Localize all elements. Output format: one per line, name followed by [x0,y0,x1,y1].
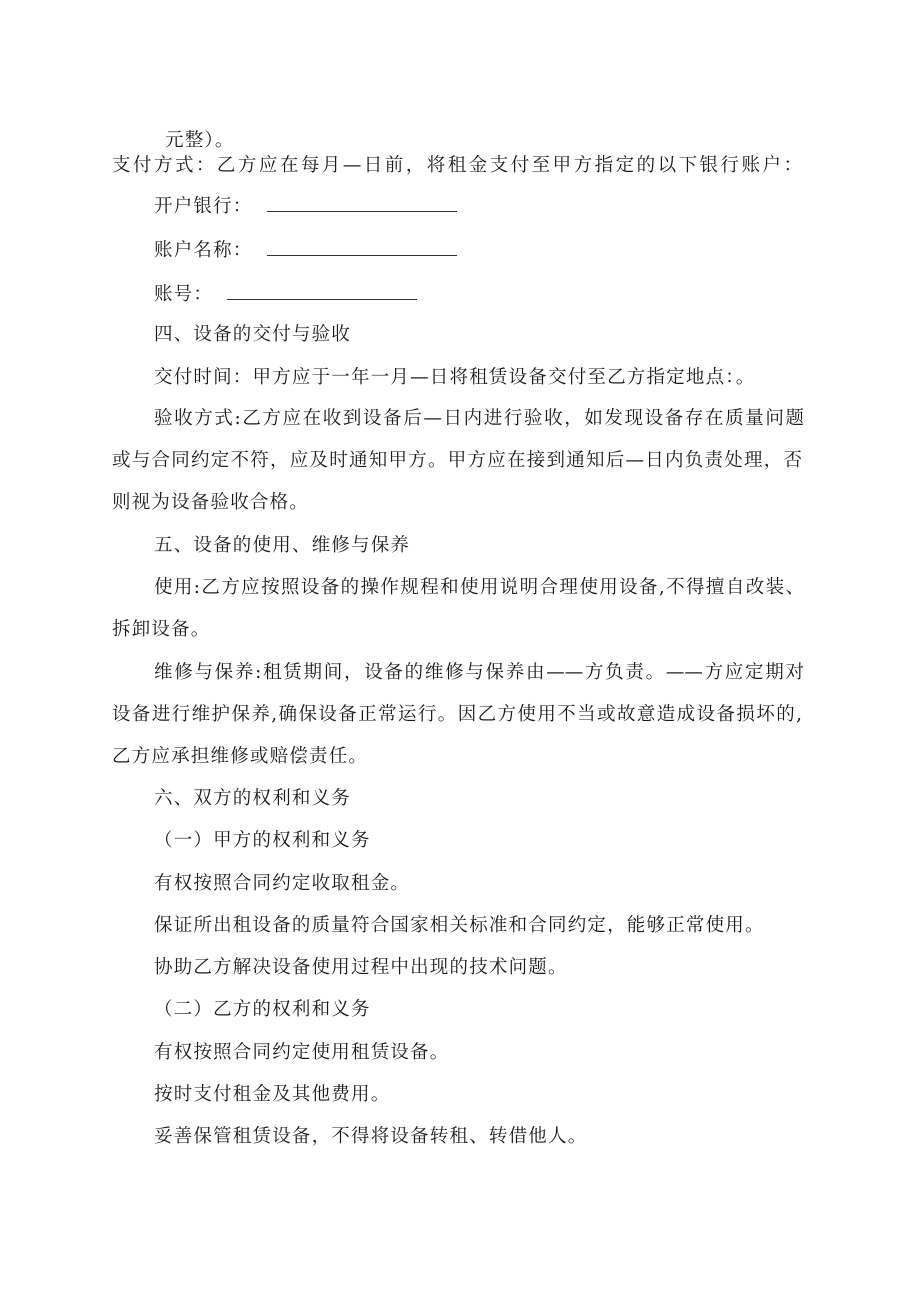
account-number-field [154,282,417,308]
text-line: 则视为设备验收合格。 [112,492,310,513]
subsection-heading-1: （一）甲方的权利和义务 [154,830,371,851]
text-line: 有权按照合同约定收取租金。 [154,873,411,894]
text-line: 设备进行维护保养,确保设备正常运行。因乙方使用不当或故意造成设备损坏的, [112,704,802,725]
account-number-blank [227,285,417,300]
text-line: 协助乙方解决设备使用过程中出现的技术问题。 [154,957,568,978]
section-heading-4: 四、设备的交付与验收 [154,324,352,345]
bank-label: 开户银行： [154,196,253,217]
text-line: 按时支付租金及其他费用。 [154,1084,391,1105]
account-number-label: 账号： [154,284,214,305]
text-line: 验收方式:乙方应在收到设备后—日内进行验收，如发现设备存在质量问题 [154,408,804,429]
text-line: 妥善保管租赁设备，不得将设备转租、转借他人。 [154,1126,588,1147]
text-line: 元整）。 [165,130,235,151]
text-line: 或与合同约定不符，应及时通知甲方。甲方应在接到通知后—日内负责处理，否 [112,450,802,471]
account-name-label: 账户名称： [154,240,253,261]
subsection-heading-2: （二）乙方的权利和义务 [154,999,371,1020]
account-name-blank [267,241,457,256]
bank-blank [267,197,457,212]
section-heading-6: 六、双方的权利和义务 [154,788,352,809]
section-heading-5: 五、设备的使用、维修与保养 [154,535,411,556]
text-line: 乙方应承担维修或赔偿责任。 [112,746,369,767]
bank-field [154,194,457,220]
payment-method-line: 支付方式：乙方应在每月—日前，将租金支付至甲方指定的以下银行账户： [112,155,802,176]
text-line: 维修与保养:租赁期间，设备的维修与保养由——方负责。——方应定期对 [154,662,804,683]
text-line: 拆卸设备。 [112,619,211,640]
text-line: 使用:乙方应按照设备的操作规程和使用说明合理使用设备,不得擅自改装、 [154,577,804,598]
account-name-field [154,238,457,264]
text-line: 有权按照合同约定使用租赁设备。 [154,1042,450,1063]
text-line: 交付时间：甲方应于一年一月—日将租赁设备交付至乙方指定地点：。 [154,367,756,388]
text-line: 保证所出租设备的质量符合国家相关标准和合同约定，能够正常使用。 [154,915,765,936]
